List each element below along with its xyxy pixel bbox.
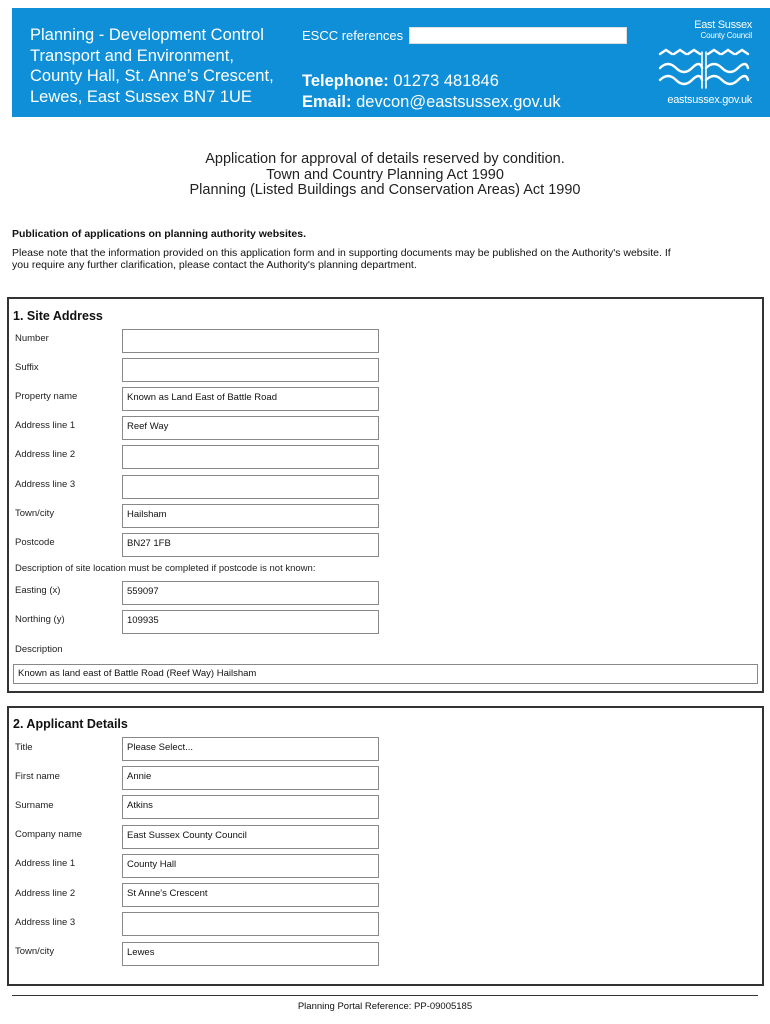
postcode-input[interactable]: BN27 1FB bbox=[122, 533, 379, 557]
address-line: Transport and Environment, bbox=[30, 46, 234, 65]
footer-divider bbox=[12, 995, 758, 996]
description-label: Description bbox=[15, 644, 63, 655]
telephone-value: 01273 481846 bbox=[393, 72, 499, 90]
surname-input[interactable]: Atkins bbox=[122, 795, 379, 819]
address-line: County Hall, St. Anne’s Crescent, bbox=[30, 67, 274, 85]
number-input[interactable] bbox=[122, 329, 379, 353]
site-address-title: 1. Site Address bbox=[13, 309, 103, 323]
applicant-address-line-1-label: Address line 1 bbox=[15, 858, 76, 869]
contact-block bbox=[302, 27, 632, 111]
contact-details bbox=[302, 71, 561, 113]
applicant-address-line-3-label: Address line 3 bbox=[15, 917, 76, 928]
address-line: Planning - Development Control bbox=[30, 26, 264, 44]
office-address bbox=[30, 25, 274, 107]
suffix-input[interactable] bbox=[122, 358, 379, 382]
form-title-line: Application for approval of details reserved by condition. bbox=[205, 151, 565, 167]
property-name-label: Property name bbox=[15, 391, 78, 402]
address-line-1-label: Address line 1 bbox=[15, 420, 76, 431]
publication-notice bbox=[12, 248, 752, 271]
easting-input[interactable]: 559097 bbox=[122, 581, 379, 605]
title-select[interactable]: Please Select... bbox=[122, 737, 379, 761]
address-line-3-label: Address line 3 bbox=[15, 479, 76, 490]
escc-references-label: ESCC references bbox=[302, 28, 404, 43]
company-name-input[interactable]: East Sussex County Council bbox=[122, 825, 379, 849]
northing-input[interactable]: 109935 bbox=[122, 610, 379, 634]
applicant-details-title: 2. Applicant Details bbox=[13, 717, 128, 731]
address-line-2-input[interactable] bbox=[122, 445, 379, 469]
publication-heading: Publication of applications on planning authority websites. bbox=[12, 228, 307, 240]
description-input[interactable]: Known as land east of Battle Road (Reef Way) Hailsham bbox=[13, 664, 758, 684]
applicant-address-line-2-label: Address line 2 bbox=[15, 888, 76, 899]
site-address-section bbox=[7, 297, 764, 693]
publication-notice-line: you require any further clarification, please contact the Authority's planning department. bbox=[12, 258, 417, 271]
email-row bbox=[302, 92, 561, 113]
header-banner bbox=[12, 8, 770, 117]
logo-subtitle: County Council bbox=[700, 31, 752, 40]
form-title-line: Town and Country Planning Act 1990 bbox=[266, 166, 504, 183]
first-name-label: First name bbox=[15, 771, 60, 782]
surname-label: Surname bbox=[15, 800, 54, 811]
email-label: Email: bbox=[302, 93, 352, 111]
easting-label: Easting (x) bbox=[15, 585, 61, 596]
email-value: devcon@eastsussex.gov.uk bbox=[356, 93, 561, 111]
logo-url: eastsussex.gov.uk bbox=[667, 94, 752, 106]
form-title-line: Planning (Listed Buildings and Conservation Areas) Act 1990 bbox=[189, 182, 581, 198]
address-line-1-input[interactable]: Reef Way bbox=[122, 416, 379, 440]
telephone-label: Telephone: bbox=[302, 72, 389, 90]
number-label: Number bbox=[15, 333, 49, 344]
title-label: Title bbox=[15, 742, 33, 753]
logo-title: East Sussex bbox=[694, 19, 752, 31]
applicant-town-city-label: Town/city bbox=[15, 946, 55, 957]
east-sussex-logo bbox=[656, 20, 752, 106]
address-line-2-label: Address line 2 bbox=[15, 449, 76, 460]
escc-references-input[interactable] bbox=[409, 27, 627, 44]
publication-notice-line: Please note that the information provided on this application form and in supporting documents may be published on the Authority's website. If bbox=[12, 247, 671, 259]
applicant-address-line-2-input[interactable]: St Anne's Crescent bbox=[122, 883, 379, 907]
applicant-town-city-input[interactable]: Lewes bbox=[122, 942, 379, 966]
form-title bbox=[0, 152, 770, 199]
applicant-details-section bbox=[7, 706, 764, 986]
escc-references-row bbox=[302, 27, 632, 44]
location-note: Description of site location must be completed if postcode is not known: bbox=[15, 563, 316, 574]
suffix-label: Suffix bbox=[15, 362, 39, 373]
first-name-input[interactable]: Annie bbox=[122, 766, 379, 790]
applicant-address-line-3-input[interactable] bbox=[122, 912, 379, 936]
company-name-label: Company name bbox=[15, 829, 83, 840]
applicant-address-line-1-input[interactable]: County Hall bbox=[122, 854, 379, 878]
planning-portal-reference: Planning Portal Reference: PP-09005185 bbox=[297, 1001, 473, 1012]
waves-icon bbox=[656, 48, 752, 92]
address-line: Lewes, East Sussex BN7 1UE bbox=[30, 87, 252, 106]
telephone-row bbox=[302, 71, 561, 92]
address-line-3-input[interactable] bbox=[122, 475, 379, 499]
northing-label: Northing (y) bbox=[15, 614, 65, 625]
postcode-label: Postcode bbox=[15, 537, 55, 548]
property-name-input[interactable]: Known as Land East of Battle Road bbox=[122, 387, 379, 411]
town-city-label: Town/city bbox=[15, 508, 55, 519]
town-city-input[interactable]: Hailsham bbox=[122, 504, 379, 528]
